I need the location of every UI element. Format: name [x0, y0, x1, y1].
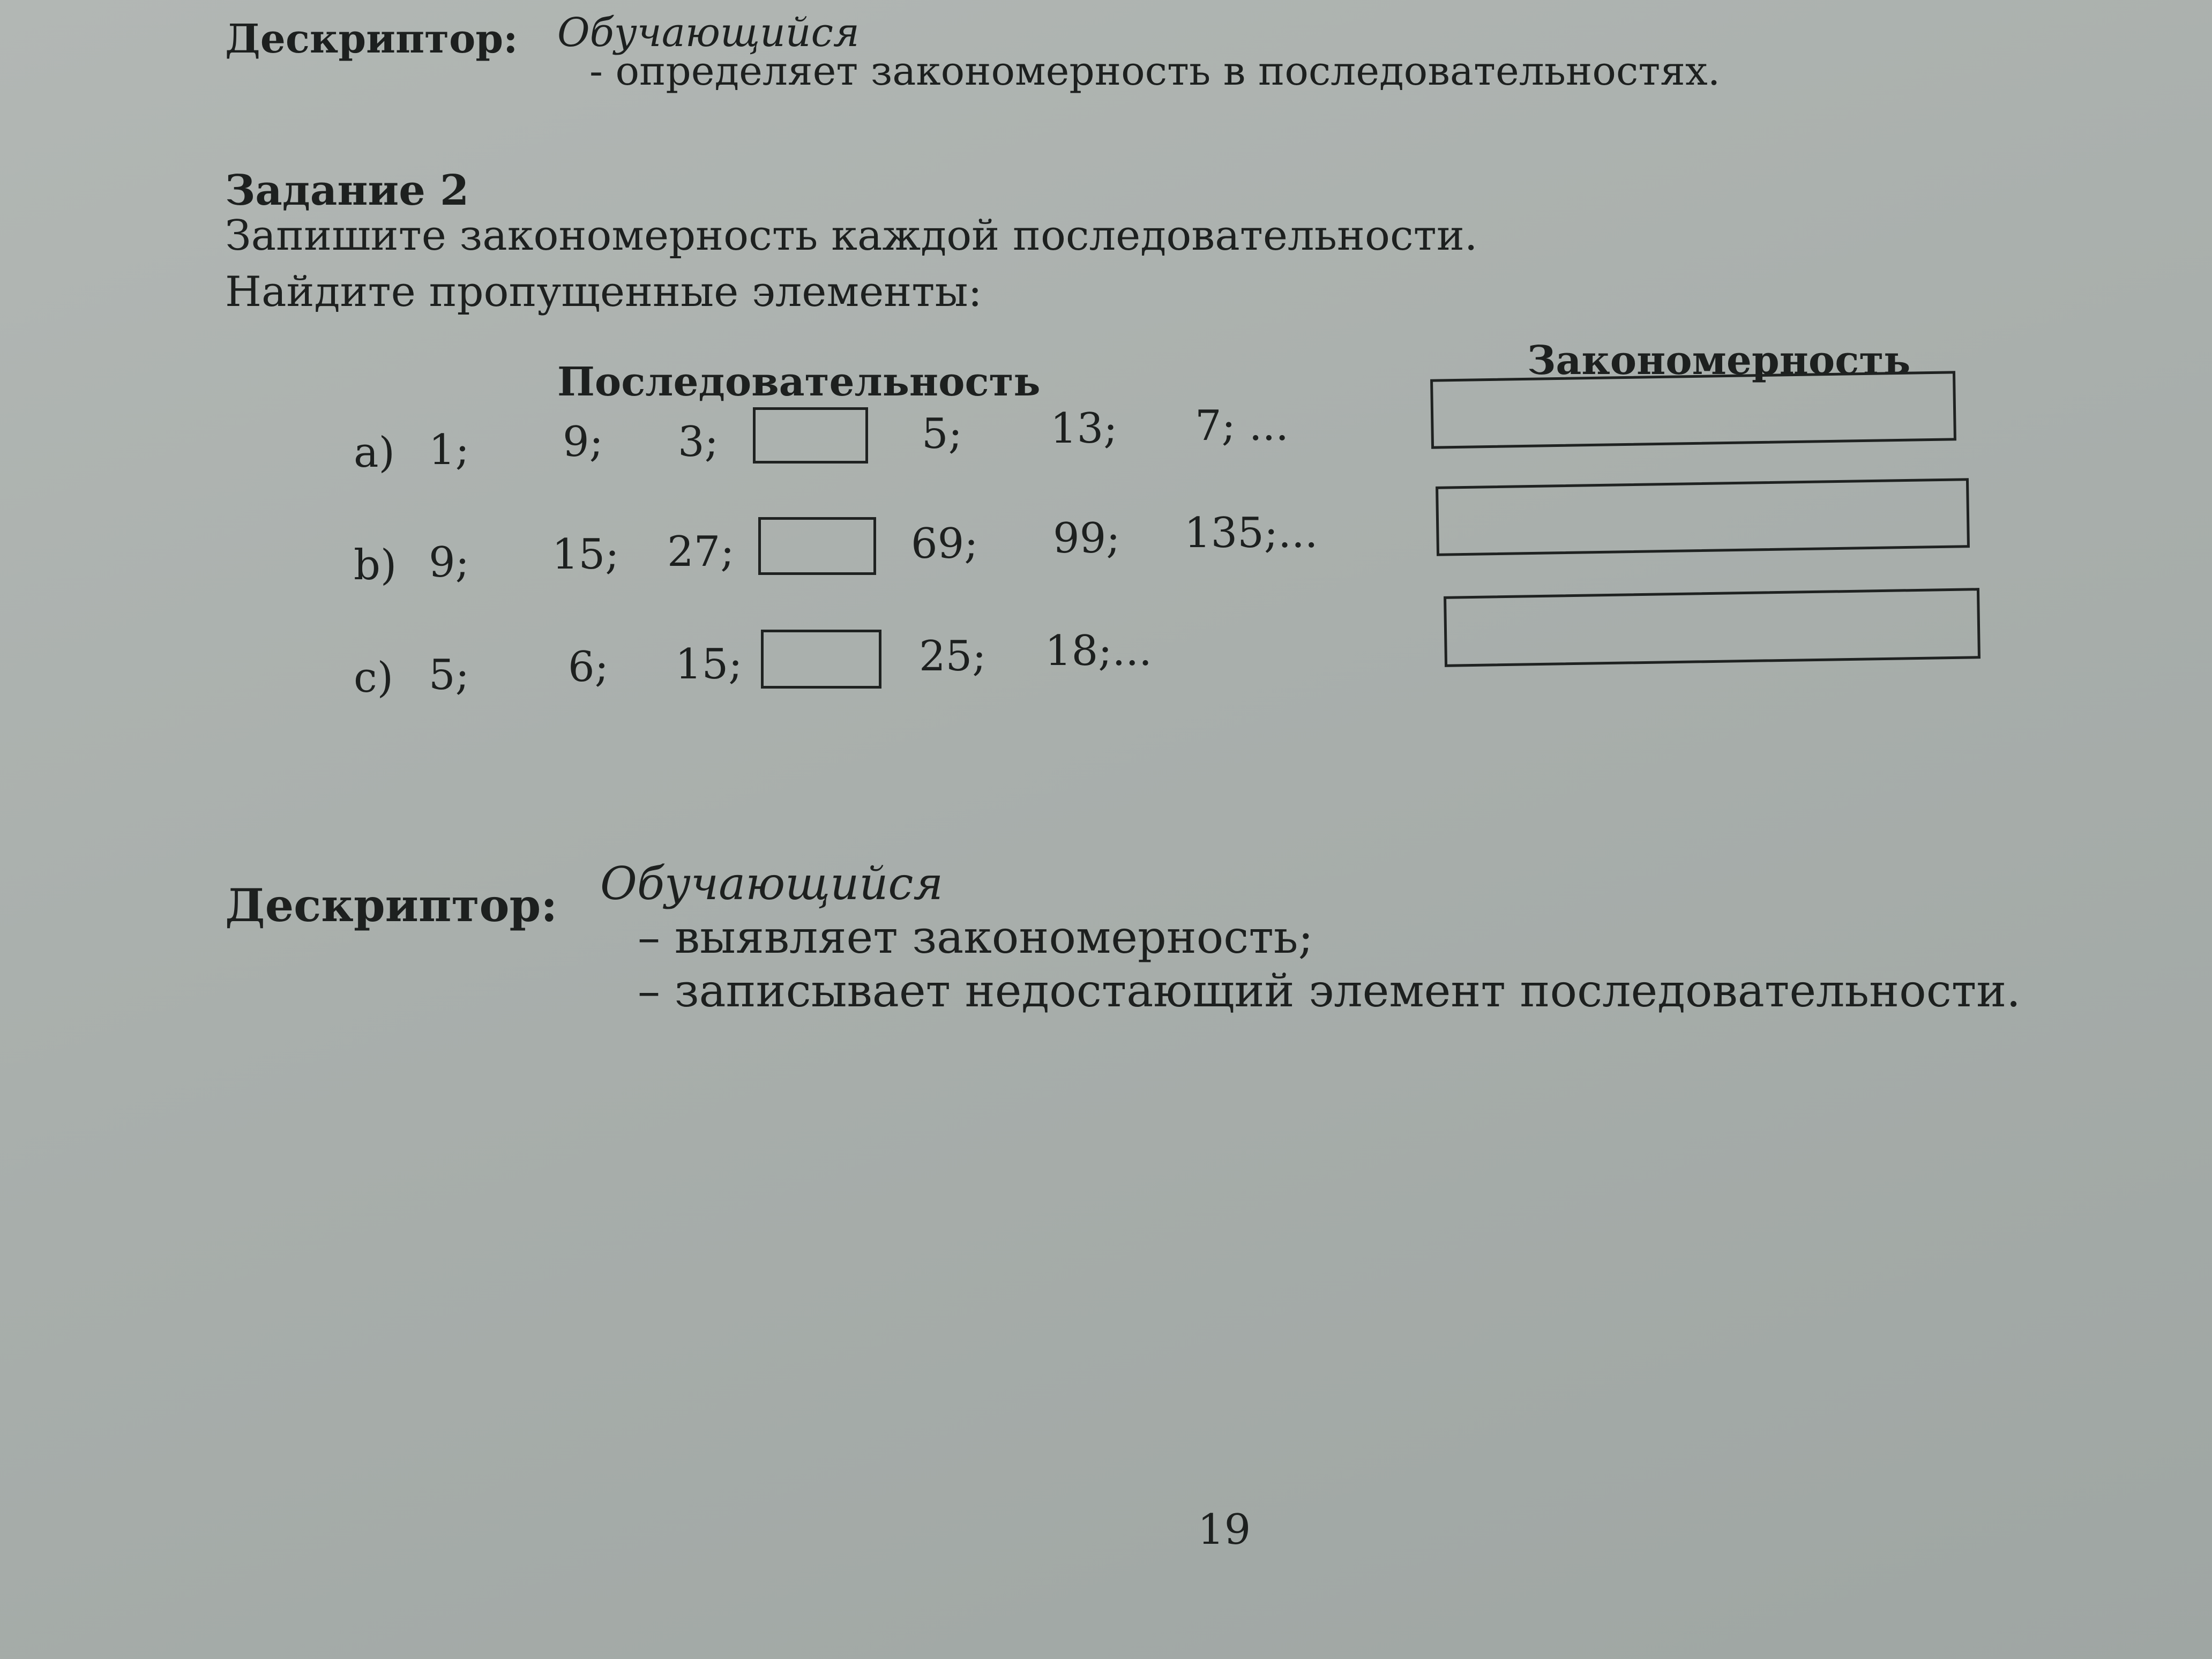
- term-a-5: 13;: [1050, 405, 1118, 453]
- footer-descriptor-label: Дескриптор:: [225, 879, 558, 932]
- term-a-4: 5;: [922, 410, 962, 458]
- footer-descriptor-item-1: – выявляет закономерность;: [638, 911, 1313, 963]
- term-a-1: 1;: [429, 426, 469, 474]
- descriptor-student: Обучающийся: [557, 10, 860, 56]
- term-c-1: 5;: [429, 651, 469, 699]
- pattern-box-b[interactable]: [1436, 478, 1970, 556]
- term-a-2: 9;: [563, 418, 603, 466]
- term-c-3: 15;: [675, 640, 743, 689]
- page-number: 19: [1198, 1506, 1251, 1554]
- term-b-2: 15;: [552, 530, 619, 579]
- term-b-4: 69;: [911, 520, 978, 568]
- pattern-box-c[interactable]: [1444, 588, 1981, 667]
- row-label-c: c): [354, 654, 394, 702]
- term-b-3: 27;: [667, 528, 735, 576]
- missing-term-box-b[interactable]: [758, 517, 876, 575]
- term-c-5: 18;...: [1045, 627, 1152, 675]
- term-b-1: 9;: [429, 539, 469, 587]
- term-a-6: 7; ...: [1195, 402, 1289, 450]
- sequence-header: Последовательность: [557, 359, 1041, 405]
- term-b-6: 135;...: [1184, 509, 1318, 557]
- term-a-3: 3;: [678, 418, 719, 466]
- row-label-b: b): [354, 541, 397, 589]
- task-title: Задание 2: [225, 166, 469, 215]
- task-instruction-2: Найдите пропущенные элементы:: [225, 268, 982, 316]
- term-c-4: 25;: [919, 632, 987, 681]
- pattern-header: Закономерность: [1527, 338, 1911, 384]
- descriptor-item: - определяет закономерность в последовательностях.: [589, 48, 1721, 94]
- row-label-a: a): [354, 429, 395, 477]
- footer-descriptor-student: Обучающийся: [600, 857, 944, 910]
- task-instruction-1: Запишите закономерность каждой последовательности.: [225, 212, 1478, 260]
- pattern-box-a[interactable]: [1430, 371, 1956, 449]
- footer-descriptor-item-2: – записывает недостающий элемент последовательности.: [638, 965, 2021, 1017]
- missing-term-box-a[interactable]: [753, 407, 868, 464]
- descriptor-label: Дескриптор:: [225, 16, 518, 62]
- term-b-5: 99;: [1053, 514, 1120, 563]
- term-c-2: 6;: [568, 643, 609, 691]
- missing-term-box-c[interactable]: [761, 630, 881, 689]
